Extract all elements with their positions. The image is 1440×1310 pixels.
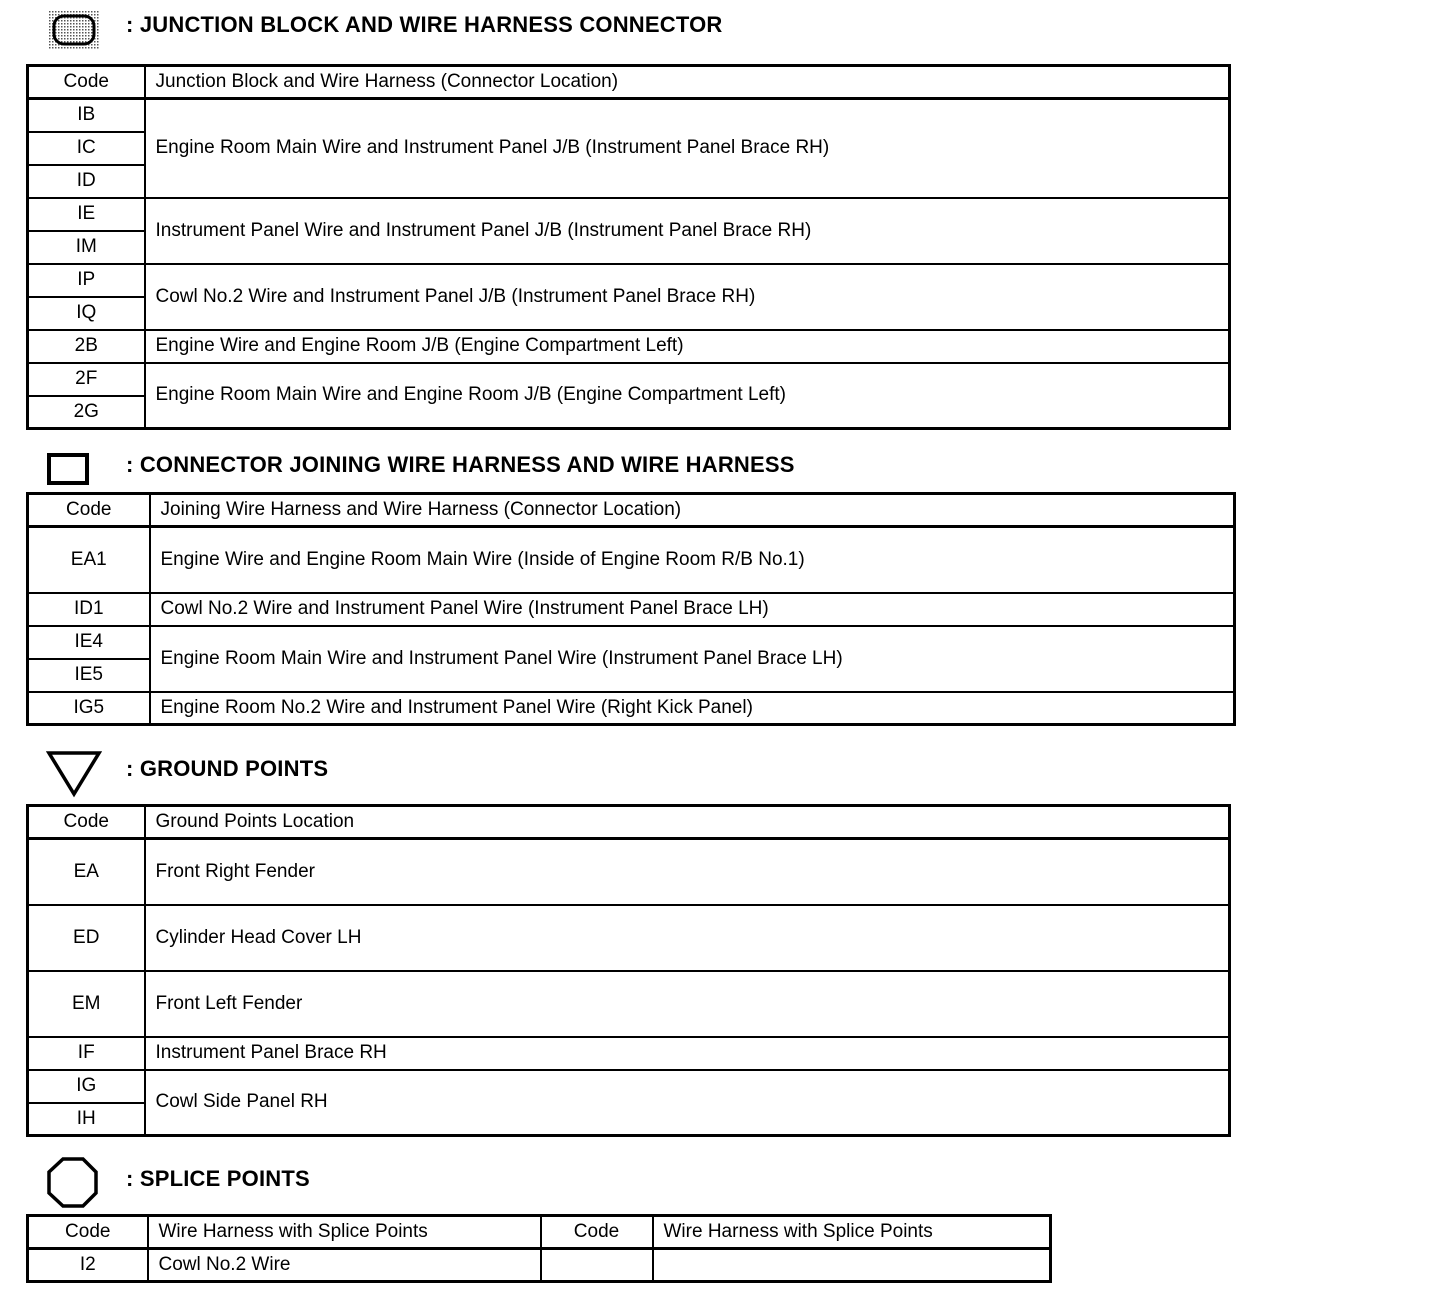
table-header-row	[28, 1216, 1051, 1249]
code-cell: EA	[28, 839, 145, 905]
table-row	[28, 839, 1230, 905]
table-row	[28, 99, 1230, 132]
description-cell: Engine Room Main Wire and Instrument Panel Wire (Instrument Panel Brace LH)	[150, 626, 1235, 692]
code-cell: ED	[28, 905, 145, 971]
description-cell: Cylinder Head Cover LH	[145, 905, 1230, 971]
code-cell: IG	[28, 1070, 145, 1103]
description-header: Wire Harness with Splice Points	[148, 1216, 541, 1249]
code-cell: 2B	[28, 330, 145, 363]
table-row	[28, 905, 1230, 971]
description-header: Joining Wire Harness and Wire Harness (Connector Location)	[150, 494, 1235, 527]
code-cell: IG5	[28, 692, 150, 725]
description-cell: Cowl Side Panel RH	[145, 1070, 1230, 1136]
junction-table	[26, 64, 1231, 430]
code-cell: IF	[28, 1037, 145, 1070]
code-cell: I2	[28, 1249, 148, 1282]
splice-table	[26, 1214, 1052, 1283]
code-header: Code	[28, 494, 150, 527]
code-cell: IC	[28, 132, 145, 165]
table-row	[28, 527, 1235, 593]
table-row	[28, 971, 1230, 1037]
description-cell: Cowl No.2 Wire and Instrument Panel J/B (Instrument Panel Brace RH)	[145, 264, 1230, 330]
description-cell: Front Right Fender	[145, 839, 1230, 905]
code-cell: ID1	[28, 593, 150, 626]
table-header-row	[28, 806, 1230, 839]
code-cell: IE4	[28, 626, 150, 659]
code-cell: 2G	[28, 396, 145, 429]
connector-square-symbol	[46, 448, 92, 488]
splice-octagon-symbol	[46, 1156, 102, 1212]
code-cell: EM	[28, 971, 145, 1037]
table-row	[28, 1070, 1230, 1103]
code-cell: 2F	[28, 363, 145, 396]
description-cell: Instrument Panel Wire and Instrument Panel J/B (Instrument Panel Brace RH)	[145, 198, 1230, 264]
table-row	[28, 1037, 1230, 1070]
description-cell: Front Left Fender	[145, 971, 1230, 1037]
table-row	[28, 264, 1230, 297]
code-cell: IE5	[28, 659, 150, 692]
ground-section-title: : GROUND POINTS	[126, 756, 329, 781]
code-header: Code	[28, 806, 145, 839]
splice-section-title: : SPLICE POINTS	[126, 1166, 310, 1191]
code-header: Code	[28, 66, 145, 99]
table-row	[28, 626, 1235, 659]
table-header-row	[28, 66, 1230, 99]
table-row	[28, 692, 1235, 725]
code-cell: IM	[28, 231, 145, 264]
code-header: Code	[541, 1216, 653, 1249]
junction-block-connector-symbol	[46, 8, 102, 52]
table-row	[28, 593, 1235, 626]
ground-triangle-symbol	[46, 750, 102, 798]
description-cell: Engine Wire and Engine Room J/B (Engine Compartment Left)	[145, 330, 1230, 363]
description-cell: Cowl No.2 Wire	[148, 1249, 541, 1282]
ground-table	[26, 804, 1231, 1137]
code-cell	[541, 1249, 653, 1282]
description-cell: Engine Room Main Wire and Instrument Panel J/B (Instrument Panel Brace RH)	[145, 99, 1230, 198]
code-cell: EA1	[28, 527, 150, 593]
junction-section-title: : JUNCTION BLOCK AND WIRE HARNESS CONNECTOR	[126, 12, 723, 37]
description-header: Ground Points Location	[145, 806, 1230, 839]
code-cell: IB	[28, 99, 145, 132]
table-row	[28, 198, 1230, 231]
joining-table	[26, 492, 1236, 726]
code-header: Code	[28, 1216, 148, 1249]
code-cell: IQ	[28, 297, 145, 330]
description-cell	[653, 1249, 1051, 1282]
code-cell: ID	[28, 165, 145, 198]
description-cell: Instrument Panel Brace RH	[145, 1037, 1230, 1070]
joining-section-title: : CONNECTOR JOINING WIRE HARNESS AND WIRE HARNESS	[126, 452, 795, 477]
description-cell: Cowl No.2 Wire and Instrument Panel Wire (Instrument Panel Brace LH)	[150, 593, 1235, 626]
description-header: Wire Harness with Splice Points	[653, 1216, 1051, 1249]
description-cell: Engine Room No.2 Wire and Instrument Panel Wire (Right Kick Panel)	[150, 692, 1235, 725]
table-row	[28, 363, 1230, 396]
description-cell: Engine Room Main Wire and Engine Room J/B (Engine Compartment Left)	[145, 363, 1230, 429]
code-cell: IP	[28, 264, 145, 297]
code-cell: IH	[28, 1103, 145, 1136]
description-cell: Engine Wire and Engine Room Main Wire (Inside of Engine Room R/B No.1)	[150, 527, 1235, 593]
table-row	[28, 1249, 1051, 1282]
table-header-row	[28, 494, 1235, 527]
code-cell: IE	[28, 198, 145, 231]
table-row	[28, 330, 1230, 363]
description-header: Junction Block and Wire Harness (Connector Location)	[145, 66, 1230, 99]
